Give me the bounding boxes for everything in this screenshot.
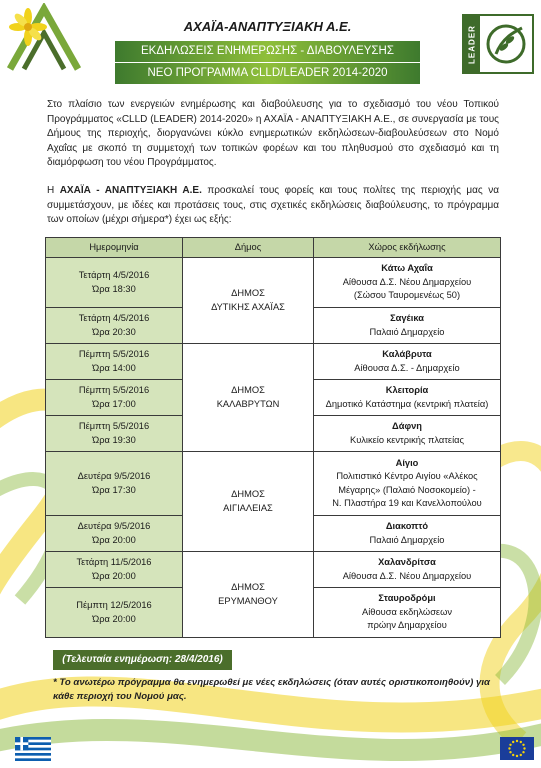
venue-cell — [314, 516, 501, 552]
footnote: * Το ανωτέρω πρόγραμμα θα ενημερωθεί με νέες εκδηλώσεις (όταν αυτές οριστικοποιηθούν) για κάθε περιοχή του Νομού μας. — [53, 677, 490, 702]
municipality-line1: ΔΗΜΟΣ — [231, 385, 265, 395]
eu-flag-icon — [500, 737, 534, 760]
date-cell — [46, 552, 183, 588]
venue-cell — [314, 416, 501, 452]
time-text: Ώρα 20:00 — [92, 534, 136, 545]
venue-place: Καλάβρυτα — [382, 349, 432, 359]
municipality-cell — [183, 552, 314, 638]
venue-place: Κλειτορία — [385, 385, 429, 395]
schedule-table — [45, 237, 501, 638]
date-cell — [46, 588, 183, 638]
venue-place: Διακοπτό — [385, 521, 429, 531]
table-row — [46, 452, 501, 516]
leader-leaf-icon — [484, 20, 528, 68]
venue-line: (Σώσου Ταυρομενέως 50) — [353, 290, 461, 301]
banner-title-line2: ΝΕΟ ΠΡΟΓΡΑΜΜΑ CLLD/LEADER 2014-2020 — [115, 63, 420, 84]
date-text: Πέμπτη 5/5/2016 — [78, 421, 150, 431]
table-row — [46, 344, 501, 380]
venue-line: Ν. Πλαστήρα 19 και Κανελλοπούλου — [332, 498, 482, 508]
header-municipality: Δήμος — [183, 238, 314, 258]
time-text: Ώρα 20:30 — [92, 326, 136, 337]
org-name: ΑΧΑΪΑ-ΑΝΑΠΤΥΞΙΑΚΗ Α.Ε. — [183, 19, 352, 34]
municipality-cell — [183, 258, 314, 344]
date-text: Τετάρτη 4/5/2016 — [78, 270, 150, 280]
venue-line: Παλαιό Δημαρχείο — [369, 326, 445, 337]
date-text: Πέμπτη 5/5/2016 — [78, 385, 150, 395]
municipality-line2: ΚΑΛΑΒΡΥΤΩΝ — [216, 398, 280, 409]
venue-cell — [314, 380, 501, 416]
time-text: Ώρα 20:00 — [92, 613, 136, 624]
venue-cell — [314, 452, 501, 516]
venue-place: Αίγιο — [395, 457, 419, 468]
venue-line: Δημοτικό Κατάστημα (κεντρική πλατεία) — [325, 398, 489, 409]
date-cell — [46, 452, 183, 516]
leader-logo-text: LEADER — [467, 25, 477, 64]
municipality-line2: ΕΡΥΜΑΝΘΟΥ — [218, 595, 278, 606]
header-venue: Χώρος εκδήλωσης — [314, 238, 501, 258]
venue-line: Αίθουσα Δ.Σ. - Δημαρχείο — [354, 362, 460, 373]
greek-flag-icon — [15, 737, 51, 761]
date-cell — [46, 258, 183, 308]
venue-line: Αίθουσα εκδηλώσεων — [362, 606, 452, 617]
table-header-row — [46, 238, 501, 258]
date-cell — [46, 516, 183, 552]
venue-place: Δάφνη — [392, 421, 422, 431]
venue-line: πρώην Δημαρχείου — [367, 620, 447, 631]
venue-cell — [314, 308, 501, 344]
date-text: Πέμπτη 12/5/2016 — [76, 600, 152, 610]
time-text: Ώρα 20:00 — [92, 570, 136, 581]
date-text: Τετάρτη 11/5/2016 — [76, 557, 152, 567]
intro-paragraph-2 — [47, 184, 499, 228]
venue-place: Σαγέικα — [390, 313, 424, 323]
intro-p2-prefix: Η — [47, 185, 60, 196]
table-row — [46, 258, 501, 308]
venue-place: Σταυροδρόμι — [378, 593, 436, 604]
time-text: Ώρα 18:30 — [92, 283, 136, 294]
last-update-badge: (Τελευταία ενημέρωση: 28/4/2016) — [53, 650, 232, 670]
intro-p2-org: ΑΧΑΪΑ - ΑΝΑΠΤΥΞΙΑΚΗ Α.Ε. — [59, 185, 202, 196]
date-cell — [46, 416, 183, 452]
time-text: Ώρα 14:00 — [92, 362, 136, 373]
venue-place: Χαλανδρίτσα — [378, 557, 436, 567]
municipality-line1: ΔΗΜΟΣ — [231, 288, 265, 298]
venue-cell — [314, 258, 501, 308]
venue-line: Αίθουσα Δ.Σ. Νέου Δημαρχείου — [342, 276, 472, 287]
date-text: Τετάρτη 4/5/2016 — [78, 313, 150, 323]
municipality-line1: ΔΗΜΟΣ — [231, 489, 265, 499]
time-text: Ώρα 19:30 — [92, 434, 136, 445]
municipality-cell — [183, 344, 314, 452]
table-row — [46, 552, 501, 588]
date-cell — [46, 308, 183, 344]
venue-place: Κάτω Αχαΐα — [381, 263, 433, 274]
venue-cell — [314, 344, 501, 380]
venue-line: Αίθουσα Δ.Σ. Νέου Δημαρχείου — [342, 570, 472, 581]
date-cell — [46, 344, 183, 380]
municipality-line1: ΔΗΜΟΣ — [231, 582, 265, 592]
municipality-line2: ΔΥΤΙΚΗΣ ΑΧΑΪΑΣ — [211, 301, 285, 312]
date-text: Πέμπτη 5/5/2016 — [78, 349, 150, 359]
venue-line: Πολιτιστικό Κέντρο Αιγίου «Αλέκος — [336, 471, 478, 481]
date-cell — [46, 380, 183, 416]
venue-line: Παλαιό Δημαρχείο — [369, 534, 445, 545]
achaia-logo-icon — [4, 3, 86, 75]
date-text: Δευτέρα 9/5/2016 — [77, 521, 151, 531]
venue-line: Μέγαρης» (Παλαιό Νοσοκομείο) - — [338, 484, 476, 495]
municipality-cell — [183, 452, 314, 552]
time-text: Ώρα 17:00 — [92, 398, 136, 409]
venue-line: Κυλικείο κεντρικής πλατείας — [350, 434, 464, 445]
time-text: Ώρα 17:30 — [92, 484, 136, 495]
header-date: Ημερομηνία — [46, 238, 183, 258]
leader-logo — [462, 14, 534, 74]
venue-cell — [314, 588, 501, 638]
intro-paragraph-1: Στο πλαίσιο των ενεργειών ενημέρωσης και διαβούλευσης για το σχεδιασμό του νέου Τοπικού Προγράμματος «CLLD (LEADER) 2014-2020» η ΑΧΑΪΑ - ΑΝΑΠΤΥΞΙΑΚΗ Α.Ε., σε συνεργασία με τους Δήμους της περιοχής, διοργανώνει κύκλο ενημερωτικών εκδηλώσεων-διαβουλεύσεων στο Νομό Αχαΐας με σκοπό τη συμμετοχή των τοπικών φορέων και του πληθυσμού στο σχεδιασμό και τη διαμόρφωση του νέου Προγράμματος. — [47, 99, 499, 168]
venue-cell — [314, 552, 501, 588]
municipality-line2: ΑΙΓΙΑΛΕΙΑΣ — [223, 502, 273, 513]
banner-title-line1: ΕΚΔΗΛΩΣΕΙΣ ΕΝΗΜΕΡΩΣΗΣ - ΔΙΑΒΟΥΛΕΥΣΗΣ — [115, 41, 420, 62]
date-text: Δευτέρα 9/5/2016 — [77, 471, 151, 481]
intro-p2-rest: προσκαλεί τους φορείς και τους πολίτες της περιοχής μας να συμμετάσχουν, με ιδέες και προτάσεις τους, στις σχετικές εκδηλώσεις διαβούλευσης, το πρόγραμμα των οποίων (μέχρι σήμερα*) έχει ως εξής: — [47, 185, 499, 225]
